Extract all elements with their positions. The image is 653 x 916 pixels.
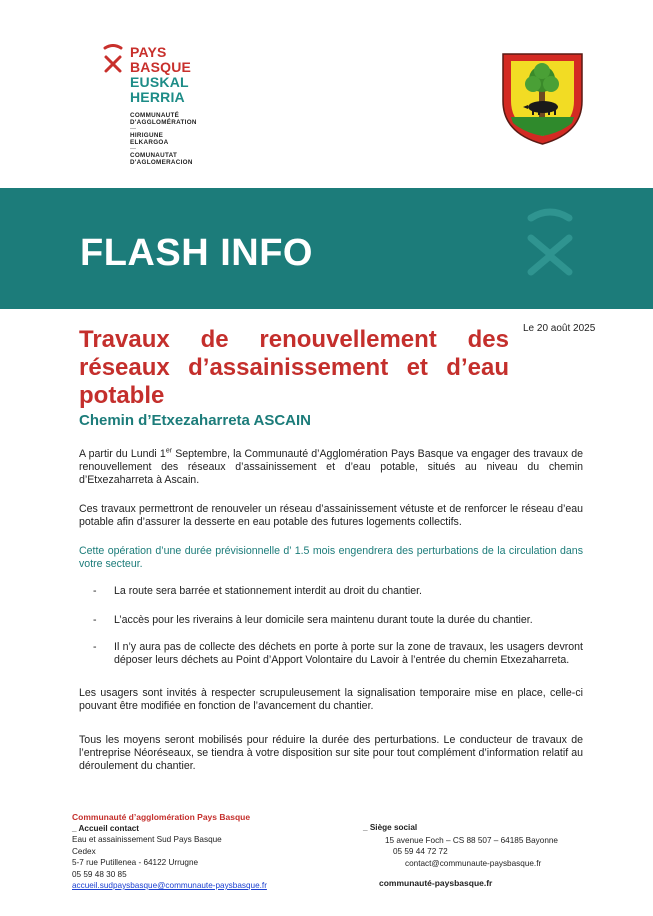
footer-website: communauté-paysbasque.fr <box>379 878 493 888</box>
footer-hq-phone: 05 59 44 72 72 <box>393 847 448 857</box>
logo-word-herria: HERRIA <box>130 89 185 105</box>
footer-organization: Communauté d’agglomération Pays Basque <box>72 812 251 822</box>
bullet-item-resident-access: L’accès pour les riverains à leur domicile sera maintenu durant toute la durée du chantier. <box>114 614 533 626</box>
banner-title: FLASH INFO <box>80 232 313 274</box>
paragraph-purpose: Ces travaux permettront de renouveler un réseau d’assainissement vétuste et de renforcer le réseau d’eau potable afin d’assurer la desserte en eau potable des futures logements collectifs. <box>79 503 583 528</box>
footer-contact-email-link[interactable]: accueil.sudpaysbasque@communaute-paysbasque.fr <box>72 881 267 891</box>
publication-date: Le 20 août 2025 <box>523 323 596 334</box>
pays-basque-logo-mark-icon <box>103 44 123 82</box>
logo-sub-3b: D'AGLOMERACION <box>130 159 193 166</box>
bullet-marker: - <box>93 614 97 626</box>
ascain-coat-of-arms-icon <box>500 51 585 146</box>
logo-sub-3a: COMUNAUTAT <box>130 152 178 159</box>
bullet-marker: - <box>93 641 97 653</box>
footer-contact-address: 5-7 rue Putillenea - 64122 Urrugne <box>72 858 199 868</box>
footer-contact-block <box>72 823 267 891</box>
logo-sub-1a: COMMUNAUTÉ <box>130 112 180 119</box>
intro-sup: er <box>165 447 173 455</box>
page-subtitle: Chemin d’Etxezaharreta ASCAIN <box>79 412 312 429</box>
logo-sub-1b: D'AGGLOMÉRATION <box>130 119 197 126</box>
bullet-marker: - <box>93 585 97 597</box>
logo-dash-2: — <box>130 146 136 152</box>
footer-hq-block <box>385 835 558 869</box>
intro-text-a: A partir du Lundi 1 <box>79 448 166 460</box>
pays-basque-watermark-icon <box>525 208 575 286</box>
logo-word-euskal: EUSKAL <box>130 74 189 90</box>
paragraph-signage: Les usagers sont invités à respecter scrupuleusement la signalisation temporaire mise en place, celle-ci pouvant être modifiée en fonction de l’avancement du chantier. <box>79 687 583 712</box>
paragraph-duration: Cette opération d’une durée prévisionnelle d’ 1.5 mois engendrera des perturbations de la circulation dans votre secteur. <box>79 545 583 570</box>
footer-hq-heading: _ Siège social <box>363 823 418 832</box>
bullet-item-waste-collection: Il n’y aura pas de collecte des déchets en porte à porte sur la zone de travaux, les usagers devront déposer leurs déchets au Point d’Apport Volontaire du Lavoir à l’entrée du chemin Etxezaharreta. <box>114 641 583 666</box>
logo-sub-2a: HIRIGUNE <box>130 132 164 139</box>
paragraph-intro <box>79 448 583 487</box>
footer-contact-phone: 05 59 48 30 85 <box>72 869 127 879</box>
footer-contact-heading: _ Accueil contact <box>72 824 140 833</box>
paragraph-contractor: Tous les moyens seront mobilisés pour réduire la durée des perturbations. Le conducteur de travaux de l’entreprise Néoréseaux, se tiendra à votre disposition sur site pour tout complément d’information relatif au déroulement du chantier. <box>79 734 583 772</box>
logo-word-basque: BASQUE <box>130 59 192 75</box>
intro-text-b: Septembre, la Communauté d’Agglomération Pays Basque va engager des travaux de renouvellement des réseaux d’assainissement et d’eau potable, situés au niveau du chemin d’Etxezaharreta à Ascain. <box>79 448 583 486</box>
logo-dash-1: — <box>130 126 136 132</box>
page-title: Travaux de renouvellement des réseaux d’assainissement et d’eau potable <box>79 326 509 409</box>
footer-contact-cedex: Cedex <box>72 846 96 856</box>
footer-hq-address: 15 avenue Foch – CS 88 507 – 64185 Bayonne <box>385 836 558 845</box>
logo-word-pays: PAYS <box>130 44 167 60</box>
footer-contact-service: Eau et assainissement Sud Pays Basque <box>72 835 222 845</box>
footer-hq-email: contact@communaute-paysbasque.fr <box>405 858 542 868</box>
flash-info-banner <box>0 188 653 309</box>
logo-sub-2b: ELKARGOA <box>130 139 169 146</box>
bullet-item-road-closed: La route sera barrée et stationnement interdit au droit du chantier. <box>114 585 422 597</box>
